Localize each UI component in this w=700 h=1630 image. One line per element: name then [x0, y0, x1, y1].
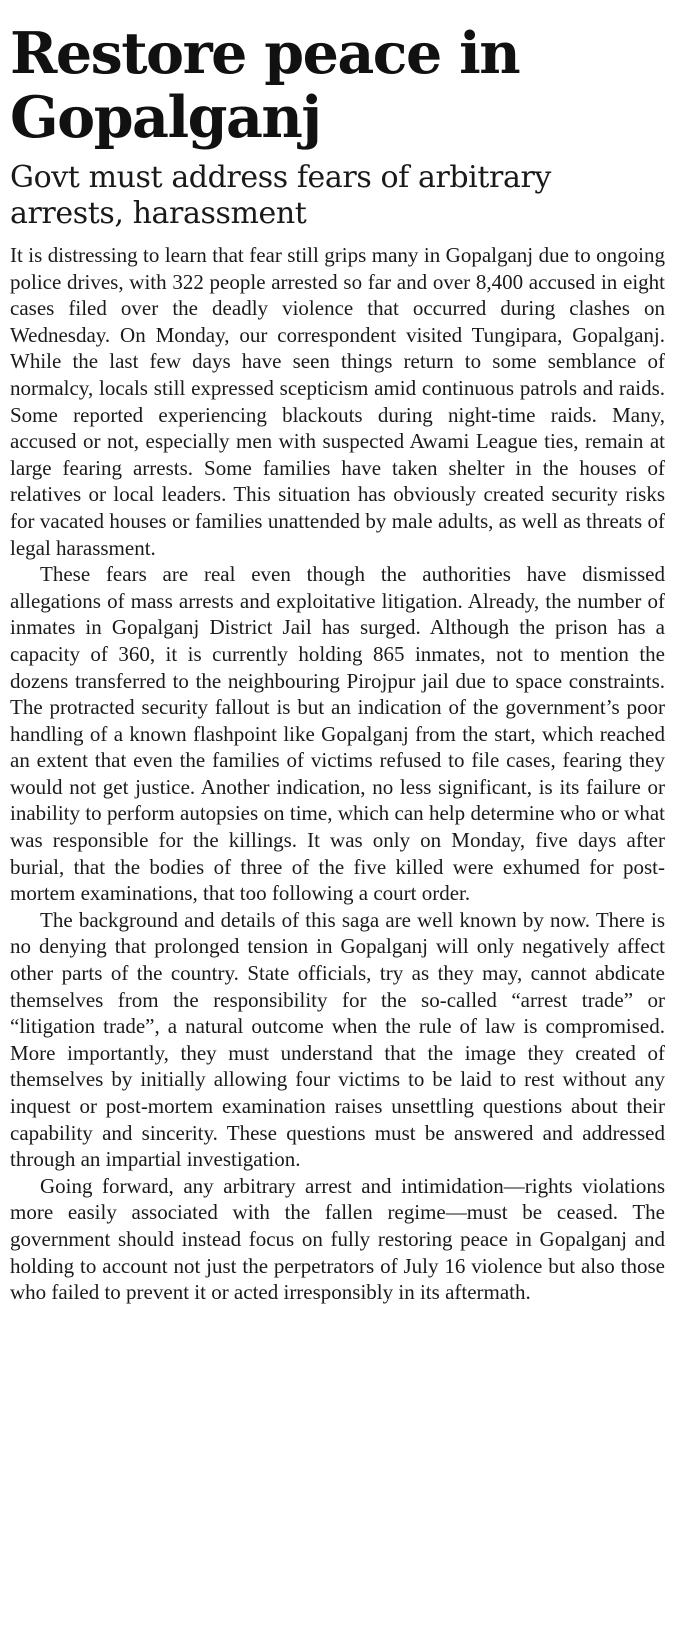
paragraph-3: The background and details of this saga are well known by now. There is no denying that prolonged tension in Gopalganj will only negatively affect other parts of the country. State officials, try as they may, cannot abdicate themselves from the responsibility for the so-called “arrest trade” or “litigation trade”, a natural outcome when the rule of law is compromised. More importantly, they must understand that the image they created of themselves by initially allowing four victims to be laid to rest without any inquest or post-mortem examination raises unsettling questions about their capability and sincerity. These questions must be answered and addressed through an impartial investigation. — [10, 907, 665, 1172]
paragraph-2: These fears are real even though the authorities have dismissed allegations of mass arrests and exploitative litigation. Already, the number of inmates in Gopalganj District Jail has surged. Although the prison has a capacity of 360, it is currently holding 865 inmates, not to mention the dozens transferred to the neighbouring Pirojpur jail due to space constraints. The protracted security fallout is but an indication of the government’s poor handling of a known flashpoint like Gopalganj from the start, which reached an extent that even the families of victims refused to file cases, fearing they would not get justice. Another indication, no less significant, is its failure or inability to perform autopsies on time, which can help determine who or what was responsible for the killings. It was only on Monday, five days after burial, that the bodies of three of the five killed were exhumed for post-mortem examinations, that too following a court order. — [10, 562, 665, 906]
paragraph-4: Going forward, any arbitrary arrest and intimidation—rights violations more easily associated with the fallen regime—must be ceased. The government should instead focus on fully restoring peace in Gopalganj and holding to account not just the perpetrators of July 16 violence but also those who failed to prevent it or acted irresponsibly in its aftermath. — [10, 1173, 665, 1305]
headline: Restore peace in Gopalganj — [10, 20, 520, 151]
article-body — [10, 242, 665, 1306]
editorial-article — [10, 22, 665, 1306]
paragraph-1: It is distressing to learn that fear still grips many in Gopalganj due to ongoing police drives, with 322 people arrested so far and over 8,400 accused in eight cases filed over the deadly violence that occurred during clashes on Wednesday. On Monday, our correspondent visited Tungipara, Gopalganj. While the last few days have seen things return to some semblance of normalcy, locals still expressed scepticism amid continuous patrols and raids. Some reported experiencing blackouts during night-time raids. Many, accused or not, especially men with suspected Awami League ties, remain at large fearing arrests. Some families have taken shelter in the houses of relatives or local leaders. This situation has obviously created security risks for vacated houses or families unattended by male adults, as well as threats of legal harassment. — [10, 243, 665, 560]
subheadline: Govt must address fears of arbitrary arrests, harassment — [10, 160, 551, 231]
